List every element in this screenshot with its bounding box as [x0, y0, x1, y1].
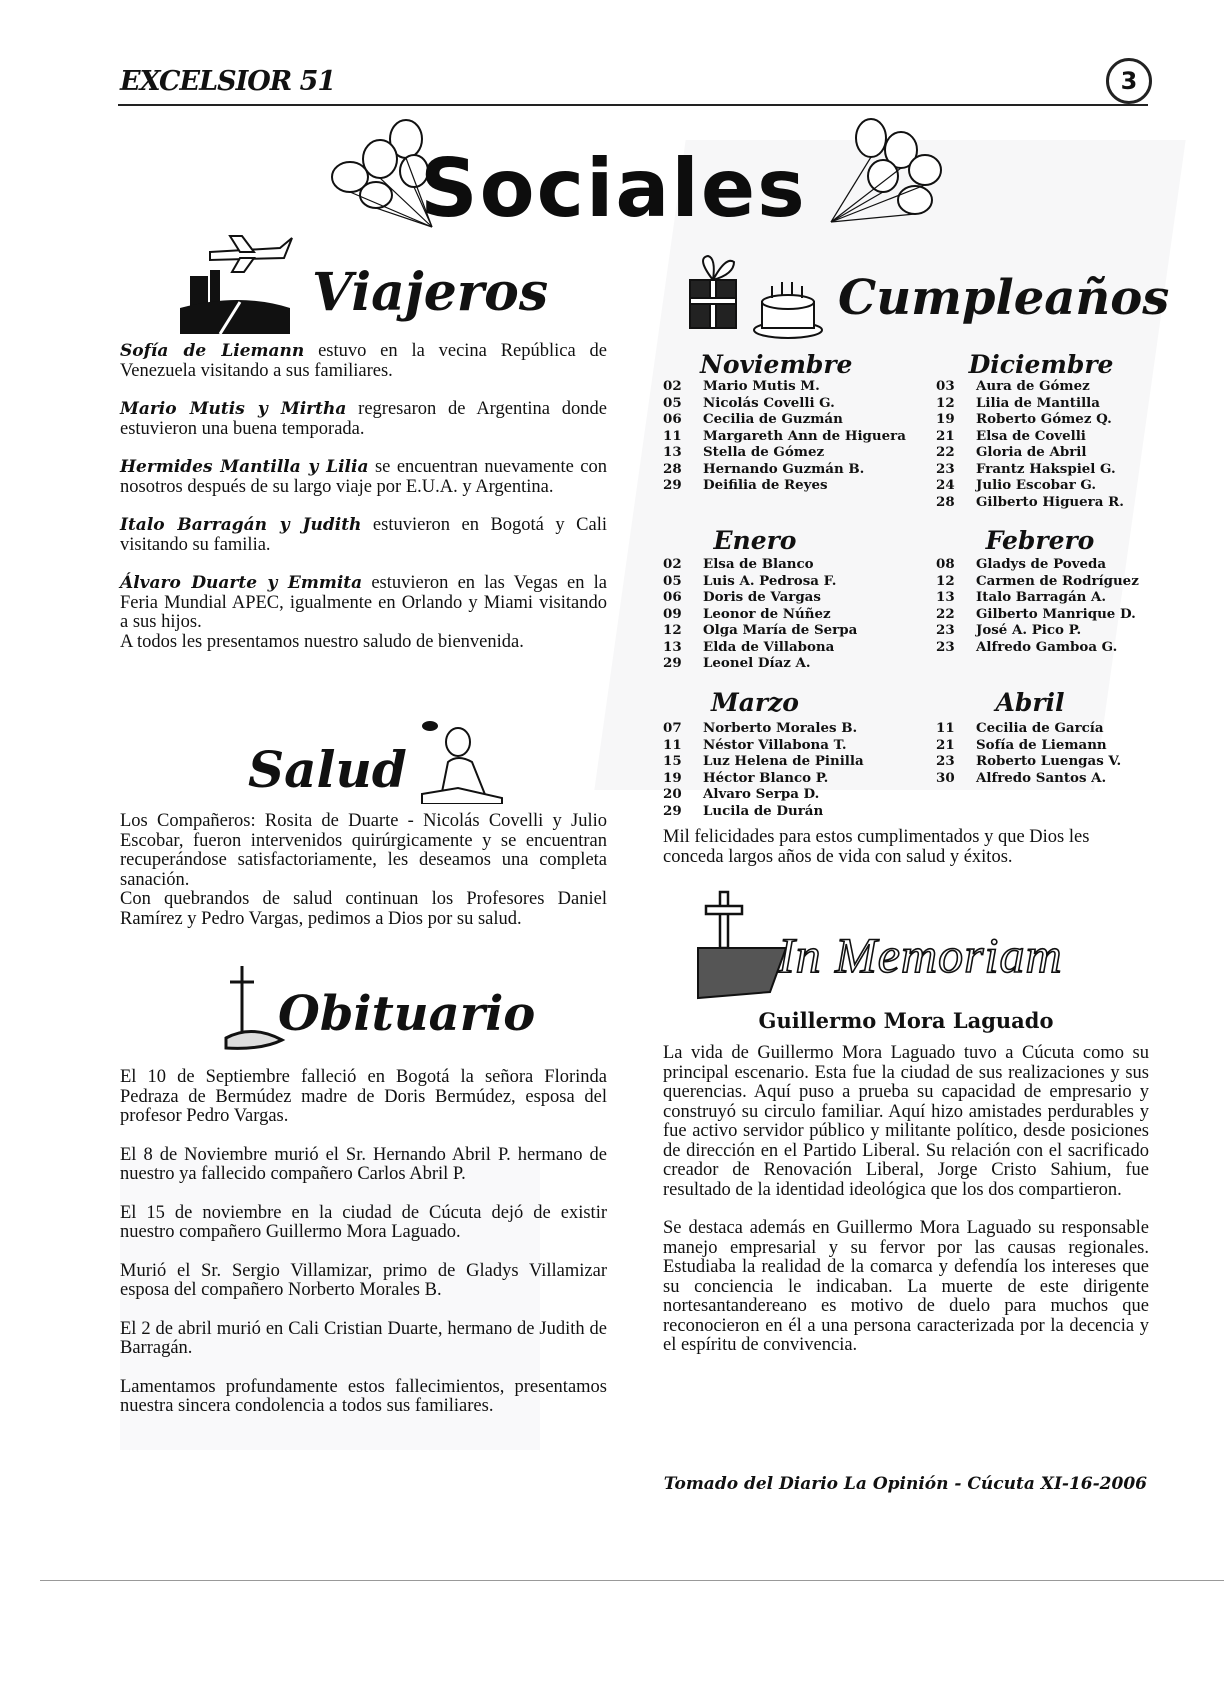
viajeros-text: regresaron de Argentina donde estuvieron una buena temporada. — [120, 399, 607, 439]
obituario-paragraph: El 8 de Noviembre murió el Sr. Hernando Abril P. hermano de nuestro ya fallecido compañero Carlos Abril P. — [120, 1144, 607, 1184]
birthday-person: Deifilia de Reyes — [703, 477, 828, 493]
birthday-entry — [663, 803, 943, 820]
birthday-day: 30 — [936, 769, 955, 786]
obituario-paragraph: El 10 de Septiembre falleció en Bogotá la señora Florinda Pedraza de Bermúdez madre de Doris Bermúdez, esposa del profesor Pedro Vargas. — [120, 1067, 607, 1126]
memoriam-section — [663, 1044, 1149, 1375]
birthday-day: 11 — [663, 736, 682, 753]
birthday-entry — [936, 378, 1156, 395]
birthday-day: 23 — [936, 622, 955, 638]
birthday-day: 13 — [936, 589, 955, 605]
birthday-day: 22 — [936, 605, 955, 622]
birthday-entry — [936, 639, 1156, 656]
balloons-right-icon — [825, 112, 955, 237]
birthday-day: 12 — [936, 394, 955, 411]
obituario-paragraph: El 15 de noviembre en la ciudad de Cúcuta dejó de existir nuestro compañero Guillermo Mora Laguado. — [120, 1202, 607, 1242]
viajeros-item — [120, 516, 607, 555]
birthday-day: 03 — [936, 378, 955, 394]
birthday-day: 06 — [663, 589, 682, 605]
birthday-person: Gloria de Abril — [976, 444, 1087, 460]
birthday-person: Roberto Luengas V. — [976, 753, 1122, 769]
birthday-entry — [936, 477, 1156, 494]
birthday-day: 13 — [663, 638, 682, 655]
birthday-day: 15 — [663, 753, 682, 769]
birthday-entry — [936, 428, 1156, 445]
birthday-person: Julio Escobar G. — [976, 477, 1097, 493]
birthday-day: 23 — [936, 753, 955, 769]
birthday-day: 19 — [663, 769, 682, 786]
birthday-day: 20 — [663, 786, 682, 802]
birthday-person: Alfredo Santos A. — [976, 769, 1107, 786]
viajeros-text: se encuentran nuevamente con nosotros después de su largo viaje por E.U.A. y Argentina. — [120, 457, 607, 497]
birthday-person: Héctor Blanco P. — [703, 769, 829, 786]
birthday-entry — [936, 461, 1156, 478]
birthday-day: 19 — [936, 411, 955, 427]
birthday-person: Elda de Villabona — [703, 638, 835, 655]
birthday-day: 11 — [663, 427, 682, 444]
birthday-list-febrero — [936, 556, 1156, 655]
birthday-person: Roberto Gómez Q. — [976, 411, 1112, 427]
birthday-entry — [936, 589, 1156, 606]
birthday-entry — [936, 395, 1156, 412]
birthday-day: 05 — [663, 572, 682, 589]
birthday-entry — [663, 378, 943, 395]
birthday-day: 08 — [936, 556, 955, 572]
birthday-person: Nicolás Covelli G. — [703, 394, 835, 411]
obituario-heading: Obituario — [278, 986, 536, 1042]
birthday-person: Elsa de Covelli — [976, 427, 1086, 444]
month-noviembre: Noviembre — [700, 350, 853, 379]
birthday-person: Gladys de Poveda — [976, 556, 1107, 572]
birthday-person: Luis A. Pedrosa F. — [703, 572, 837, 589]
birthday-day: 13 — [663, 444, 682, 460]
obituario-paragraph: Lamentamos profundamente estos fallecimientos, presentamos nuestra sincera condolencia a todos sus familiares. — [120, 1376, 607, 1416]
memoriam-name: Guillermo Mora Laguado — [758, 1008, 1054, 1033]
birthday-entry — [936, 622, 1156, 639]
birthday-entry — [663, 606, 943, 623]
birthday-list-diciembre — [936, 378, 1156, 510]
birthday-entry — [936, 753, 1156, 770]
viajeros-text: estuvieron en las Vegas en la Feria Mundial APEC, igualmente en Orlando y Miami visitando a sus hijos. — [120, 573, 607, 632]
patient-icon — [418, 718, 506, 804]
birthday-entry — [936, 573, 1156, 590]
salud-section — [120, 812, 607, 948]
memoriam-paragraph: La vida de Guillermo Mora Laguado tuvo a Cúcuta como su principal escenario. Esta fue la ciudad de sus realizaciones y sus querencias. Aquí puso a prueba su capacidad de empresario y construyó su circulo familiar. Aquí hizo amistades perdurables y fue activo servidor público y militante político, desde posiciones de dirección en el Partido Liberal. Su relación con el sacrificado creador de Renovación Liberal, Jorge Cristo Sahium, fue resultado de la identidad ideológica que los dos compartieron. — [663, 1043, 1149, 1200]
birthday-entry — [936, 556, 1156, 573]
birthday-entry — [663, 461, 943, 478]
birthday-day: 02 — [663, 378, 682, 394]
memoriam-paragraph: Se destaca además en Guillermo Mora Laguado su responsable manejo empresarial y su fervor por las causas regionales. Estudiaba la realidad de la comarca y defendía los intereses que su conciencia le indicaban. La muerte de este dirigente nortesantandereano es motivo de duelo para muchos que reconocieron en él a una persona caracterizada por la decencia y el espíritu de convivencia. — [663, 1218, 1149, 1355]
birthday-day: 28 — [936, 493, 955, 510]
birthday-day: 11 — [936, 720, 955, 736]
birthday-person: Lucila de Durán — [703, 802, 824, 819]
birthday-entry — [663, 411, 943, 428]
viajeros-text: estuvieron en Bogotá y Cali visitando su familia. — [120, 515, 607, 555]
birthday-day: 07 — [663, 720, 682, 736]
obituario-paragraph: Murió el Sr. Sergio Villamizar, primo de Gladys Villamizar esposa del compañero Norberto Morales B. — [120, 1260, 607, 1300]
birthday-person: Aura de Gómez — [976, 378, 1090, 394]
month-febrero: Febrero — [985, 526, 1095, 555]
salud-heading: Salud — [248, 740, 407, 799]
birthday-entry — [663, 720, 943, 737]
birthday-person: Frantz Hakspiel G. — [976, 460, 1116, 477]
cumpleanos-closing: Mil felicidades para estos cumplimentados y que Dios les conceda largos años de vida con salud y éxitos. — [663, 827, 1090, 867]
page-bottom-rule — [40, 1580, 1224, 1581]
birthday-person: Alfredo Gamboa G. — [976, 638, 1118, 655]
birthday-entry — [663, 589, 943, 606]
birthday-entry — [936, 737, 1156, 754]
airplane-airport-icon — [180, 222, 300, 334]
header-rule — [118, 104, 1148, 106]
birthday-entry — [663, 753, 943, 770]
birthday-person: Sofía de Liemann — [976, 736, 1107, 753]
obituario-paragraph: El 2 de abril murió en Cali Cristian Duarte, hermano de Judith de Barragán. — [120, 1318, 607, 1358]
viajeros-closing: A todos les presentamos nuestro saludo de bienvenida. — [120, 631, 524, 652]
birthday-day: 02 — [663, 556, 682, 572]
birthday-day: 29 — [663, 477, 682, 493]
birthday-entry — [663, 428, 943, 445]
birthday-person: Lilia de Mantilla — [976, 394, 1100, 411]
birthday-person: Elsa de Blanco — [703, 556, 814, 572]
birthday-day: 29 — [663, 655, 682, 671]
birthday-person: Stella de Gómez — [703, 444, 825, 460]
birthday-entry — [663, 639, 943, 656]
birthday-person: Leonel Díaz A. — [703, 655, 811, 671]
birthday-person: Hernando Guzmán B. — [703, 460, 865, 477]
salud-paragraph: Con quebrandos de salud continuan los Profesores Daniel Ramírez y Pedro Vargas, pedimos a Dios por su salud. — [120, 889, 607, 929]
viajeros-heading: Viajeros — [312, 262, 549, 323]
birthday-person: Carmen de Rodríguez — [976, 572, 1139, 589]
birthday-entry — [663, 477, 943, 494]
month-marzo: Marzo — [711, 688, 799, 717]
birthday-person: Alvaro Serpa D. — [703, 786, 820, 802]
month-enero: Enero — [713, 526, 797, 555]
birthday-list-noviembre — [663, 378, 943, 494]
viajeros-name: Hermides Mantilla y Lilia — [120, 457, 369, 477]
in-memoriam-heading: In Memoriam — [778, 927, 1063, 983]
obituario-section — [120, 1068, 607, 1436]
month-abril: Abril — [995, 688, 1065, 717]
birthday-entry — [663, 770, 943, 787]
birthday-entry — [936, 770, 1156, 787]
birthday-day: 22 — [936, 444, 955, 460]
viajeros-item — [120, 342, 607, 381]
birthday-person: Margareth Ann de Higuera — [703, 427, 906, 444]
birthday-day: 24 — [936, 477, 955, 493]
birthday-day: 23 — [936, 460, 955, 477]
birthday-entry — [936, 444, 1156, 461]
birthday-list-marzo — [663, 720, 943, 819]
birthday-day: 12 — [663, 622, 682, 638]
salud-paragraph: Los Compañeros: Rosita de Duarte - Nicolás Covelli y Julio Escobar, fueron intervenidos quirúrgicamente y se encuentran recuperándose satisfactoriamente, les deseamos una completa sanación. — [120, 811, 607, 890]
birthday-day: 28 — [663, 460, 682, 477]
birthday-day: 21 — [936, 736, 955, 753]
birthday-person: Gilberto Manrique D. — [976, 605, 1136, 622]
viajeros-item — [120, 458, 607, 497]
birthday-person: Norberto Morales B. — [703, 720, 858, 736]
birthday-entry — [936, 720, 1156, 737]
birthday-entry — [936, 606, 1156, 623]
birthday-entry — [663, 444, 943, 461]
birthday-day: 09 — [663, 605, 682, 622]
birthday-person: Luz Helena de Pinilla — [703, 753, 864, 769]
birthday-entry — [936, 411, 1156, 428]
birthday-entry — [936, 494, 1156, 511]
birthday-day: 06 — [663, 411, 682, 427]
birthday-list-enero — [663, 556, 943, 672]
sociales-banner-title: Sociales — [420, 142, 807, 235]
birthday-day: 23 — [936, 638, 955, 655]
viajeros-name: Italo Barragán y Judith — [120, 515, 362, 535]
birthday-person: Gilberto Higuera R. — [976, 493, 1124, 510]
viajeros-name: Sofía de Liemann — [120, 341, 305, 361]
birthday-list-abril — [936, 720, 1156, 786]
birthday-entry — [663, 556, 943, 573]
month-diciembre: Diciembre — [968, 350, 1114, 379]
masthead: EXCELSIOR 51 — [120, 66, 336, 97]
birthday-day: 21 — [936, 427, 955, 444]
page-number: 3 — [1106, 58, 1152, 104]
gift-cake-icon — [686, 252, 826, 342]
birthday-day: 29 — [663, 802, 682, 819]
viajeros-name: Mario Mutis y Mirtha — [120, 399, 347, 419]
source-credit: Tomado del Diario La Opinión - Cúcuta XI-16-2006 — [663, 1474, 1147, 1494]
cumpleanos-heading: Cumpleaños — [838, 270, 1170, 326]
birthday-day: 05 — [663, 394, 682, 411]
birthday-person: Leonor de Núñez — [703, 605, 831, 622]
viajeros-item — [120, 574, 607, 633]
birthday-entry — [663, 622, 943, 639]
viajeros-text: estuvo en la vecina República de Venezuela visitando a sus familiares. — [120, 341, 607, 381]
viajeros-name: Álvaro Duarte y Emmita — [120, 573, 363, 593]
birthday-person: Doris de Vargas — [703, 589, 821, 605]
birthday-person: Mario Mutis M. — [703, 378, 820, 394]
birthday-entry — [663, 655, 943, 672]
birthday-person: Néstor Villabona T. — [703, 736, 847, 753]
birthday-person: Cecilia de Guzmán — [703, 411, 843, 427]
viajeros-item — [120, 400, 607, 439]
birthday-person: José A. Pico P. — [976, 622, 1082, 638]
birthday-person: Italo Barragán A. — [976, 589, 1107, 605]
viajeros-section — [120, 342, 607, 671]
birthday-entry — [663, 786, 943, 803]
birthday-day: 12 — [936, 572, 955, 589]
birthday-entry — [663, 395, 943, 412]
birthday-person: Cecilia de García — [976, 720, 1104, 736]
birthday-entry — [663, 737, 943, 754]
birthday-entry — [663, 573, 943, 590]
birthday-person: Olga María de Serpa — [703, 622, 858, 638]
